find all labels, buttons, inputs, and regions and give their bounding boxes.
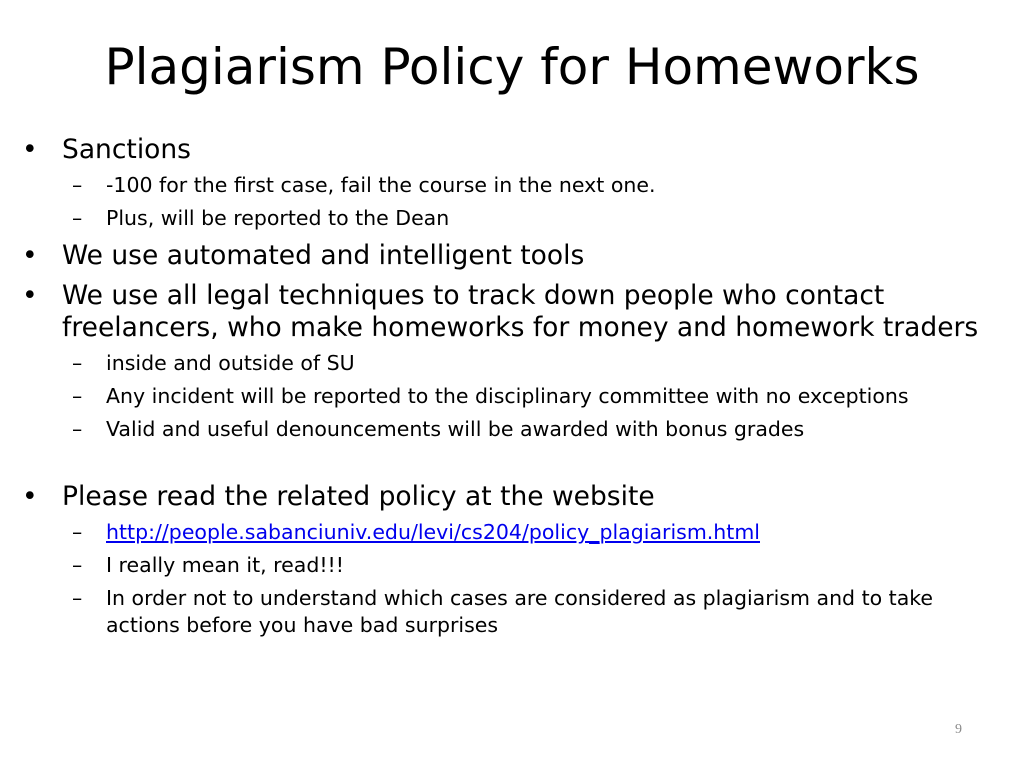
bullet-item-read-policy [22, 481, 997, 513]
dash-icon: – [72, 351, 83, 375]
dash-icon: – [72, 586, 83, 610]
bullet-text: Please read the related policy at the website [62, 481, 655, 512]
bullet-icon: • [22, 240, 38, 271]
policy-link[interactable]: http://people.sabanciuniv.edu/levi/cs204/policy_plagiarism.html [106, 520, 760, 544]
subitem-text: -100 for the first case, fail the course in the next one. [106, 173, 656, 197]
bullet-text: Sanctions [62, 134, 191, 165]
bullet-text: We use automated and intelligent tools [62, 240, 585, 271]
bullet-item-sanctions [22, 134, 997, 166]
dash-icon: – [72, 417, 83, 441]
dash-icon: – [72, 520, 83, 544]
dash-icon: – [72, 206, 83, 230]
subitem-incident-reported [22, 383, 997, 410]
subitem-understand-cases [22, 585, 997, 639]
bullet-item-legal-techniques [22, 280, 997, 344]
subitem-text: Valid and useful denouncements will be awarded with bonus grades [106, 417, 805, 441]
bullet-icon: • [22, 134, 38, 165]
page-number: 9 [955, 722, 962, 737]
subitem-reported-dean [22, 205, 997, 232]
dash-icon: – [72, 173, 83, 197]
subitem-policy-link [22, 519, 997, 546]
subitem-inside-outside [22, 350, 997, 377]
subitem-text: I really mean it, read!!! [106, 553, 344, 577]
bullet-item-tools [22, 240, 997, 272]
spacer [22, 443, 997, 473]
bullet-text: We use all legal techniques to track down people who contact freelancers, who make homeworks for money and homework traders [62, 280, 979, 343]
slide-content [22, 126, 997, 639]
subitem-denouncements [22, 416, 997, 443]
subitem-text: inside and outside of SU [106, 351, 355, 375]
dash-icon: – [72, 553, 83, 577]
bullet-icon: • [22, 280, 38, 311]
subitem-text: In order not to understand which cases are considered as plagiarism and to take actions before you have bad surprises [106, 586, 934, 637]
subitem-text: Any incident will be reported to the disciplinary committee with no exceptions [106, 384, 909, 408]
dash-icon: – [72, 384, 83, 408]
slide-title: Plagiarism Policy for Homeworks [104, 38, 920, 96]
subitem-sanction-penalty [22, 172, 997, 199]
subitem-text: Plus, will be reported to the Dean [106, 206, 450, 230]
subitem-mean-it [22, 552, 997, 579]
bullet-icon: • [22, 481, 38, 512]
